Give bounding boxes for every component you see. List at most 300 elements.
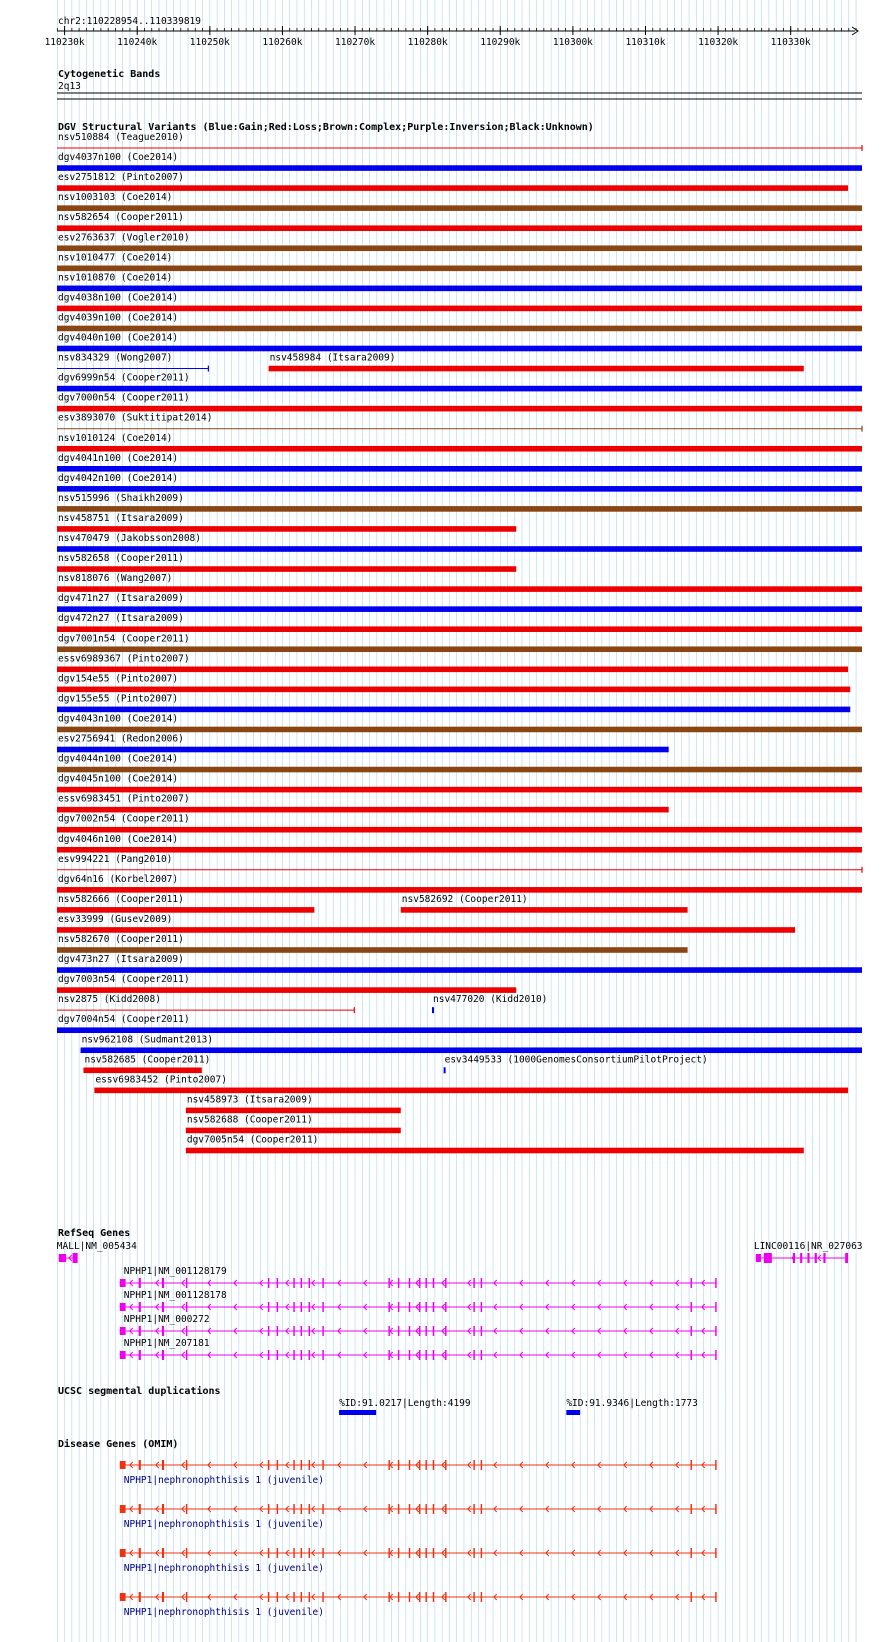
omim-gene-exon: [120, 1505, 126, 1513]
refseq-gene-exon: [293, 1350, 294, 1360]
refseq-gene-exon: [419, 1278, 420, 1288]
refseq-gene-exon: [309, 1326, 310, 1336]
refseq-gene-exon: [445, 1326, 446, 1336]
omim-gene-exon: [277, 1460, 278, 1470]
dgv-feature-label: nsv582670 (Cooper2011): [58, 934, 184, 945]
refseq-gene-exon: [309, 1302, 310, 1312]
omim-gene-exon: [433, 1592, 434, 1602]
dgv-feature-bar[interactable]: [57, 887, 862, 893]
dgv-feature-bar[interactable]: [57, 446, 862, 452]
refseq-gene-label[interactable]: NPHP1|NM_001128179: [123, 1266, 227, 1277]
dgv-features: [57, 132, 862, 1153]
omim-gene-exon: [186, 1460, 187, 1470]
dgv-feature-label: nsv458751 (Itsara2009): [58, 512, 184, 524]
omim-gene-exon: [268, 1592, 269, 1602]
omim-gene-exon: [277, 1548, 278, 1558]
dgv-feature-label: essv6989367 (Pinto2007): [58, 653, 190, 665]
segdup-label: %ID:91.9346|Length:1773: [566, 1398, 698, 1409]
omim-gene-exon: [120, 1461, 126, 1469]
dgv-feature-bar[interactable]: [57, 606, 862, 612]
refseq-gene-label[interactable]: NPHP1|NM_207181: [123, 1338, 210, 1349]
dgv-feature-bar[interactable]: [57, 687, 850, 693]
refseq-gene-exon: [388, 1278, 389, 1288]
refseq-gene-exon: [473, 1278, 474, 1288]
dgv-feature-label: esv2763637 (Vogler2010): [58, 232, 190, 244]
omim-gene-exon: [186, 1548, 187, 1558]
omim-gene-exon: [425, 1504, 426, 1514]
dgv-feature-label: nsv2875 (Kidd2008): [58, 994, 161, 1006]
refseq-gene-exon: [800, 1253, 802, 1263]
refseq-gene-exon: [481, 1278, 482, 1288]
dgv-feature-bar[interactable]: [57, 646, 862, 652]
dgv-feature-bar[interactable]: [57, 927, 795, 933]
ruler-tick-label: 110260k: [262, 37, 303, 48]
dgv-feature-label: nsv962108 (Sudmant2013): [81, 1034, 214, 1046]
omim-gene-exon: [301, 1548, 302, 1558]
refseq-gene-exon: [388, 1350, 389, 1360]
omim-track: [58, 1438, 717, 1618]
omim-gene-exon: [139, 1504, 141, 1514]
dgv-feature-label: dgv4044n100 (Coe2014): [58, 753, 179, 765]
segdup-bar[interactable]: [566, 1410, 580, 1415]
omim-gene-exon: [425, 1460, 426, 1470]
refseq-gene-exon: [481, 1350, 482, 1360]
omim-gene-exon: [473, 1592, 474, 1602]
dgv-feature-label: esv2751812 (Pinto2007): [58, 172, 184, 184]
dgv-feature-bar[interactable]: [57, 185, 848, 191]
refseq-gene-exon: [268, 1278, 269, 1288]
refseq-gene-exon: [691, 1302, 692, 1312]
ruler: [45, 16, 858, 48]
refseq-gene-exon: [419, 1302, 420, 1312]
ruler-tick-label: 110330k: [770, 37, 811, 48]
dgv-feature-label: dgv7002n54 (Cooper2011): [58, 813, 190, 825]
omim-gene-exon: [186, 1504, 187, 1514]
omim-gene-exon: [445, 1504, 446, 1514]
dgv-feature-bar[interactable]: [57, 807, 669, 813]
refseq-gene-exon: [715, 1326, 716, 1336]
omim-gene-exon: [419, 1592, 420, 1602]
omim-gene-exon: [293, 1592, 294, 1602]
refseq-gene-exon: [277, 1302, 278, 1312]
refseq-gene-exon: [425, 1350, 426, 1360]
dgv-feature-label: dgv4042n100 (Coe2014): [58, 472, 179, 484]
refseq-gene-exon: [473, 1302, 474, 1312]
refseq-gene-exon: [277, 1350, 278, 1360]
refseq-gene-exon: [162, 1302, 164, 1312]
omim-gene-exon: [409, 1592, 410, 1602]
refseq-gene-exon: [309, 1278, 310, 1288]
refseq-gene-exon: [409, 1278, 410, 1288]
dgv-feature-bar[interactable]: [57, 245, 862, 251]
segdup-label: %ID:91.0217|Length:4199: [339, 1398, 471, 1409]
dgv-feature-label: dgv4043n100 (Coe2014): [58, 713, 179, 725]
omim-gene-label[interactable]: NPHP1|nephronophthisis 1 (juvenile): [123, 1519, 324, 1530]
refseq-gene-exon: [409, 1350, 410, 1360]
omim-gene-exon: [388, 1460, 389, 1470]
omim-gene-exon: [425, 1548, 426, 1558]
dgv-feature-bar[interactable]: [81, 1047, 862, 1053]
omim-gene-exon: [398, 1460, 399, 1470]
refseq-gene-exon: [433, 1350, 434, 1360]
dgv-feature-bar[interactable]: [83, 1068, 201, 1074]
refseq-gene-exon: [425, 1326, 426, 1336]
dgv-feature-bar[interactable]: [57, 286, 862, 292]
refseq-gene-exon: [322, 1350, 323, 1360]
dgv-feature-label: nsv582685 (Cooper2011): [84, 1054, 211, 1066]
refseq-gene-exon: [277, 1326, 278, 1336]
ruler-tick-label: 110250k: [189, 37, 230, 48]
refseq-gene-exon: [425, 1302, 426, 1312]
omim-gene-exon: [388, 1548, 389, 1558]
dgv-feature-bar[interactable]: [57, 205, 862, 211]
refseq-gene-exon: [162, 1326, 164, 1336]
omim-gene-exon: [433, 1504, 434, 1514]
refseq-gene-exon: [419, 1350, 420, 1360]
dgv-feature-bar[interactable]: [57, 747, 669, 753]
omim-gene-exon: [481, 1548, 482, 1558]
omim-gene-exon: [293, 1548, 294, 1558]
omim-gene-exon: [277, 1504, 278, 1514]
dgv-feature-label: dgv64n16 (Korbel2007): [58, 873, 179, 885]
refseq-gene-exon: [419, 1326, 420, 1336]
refseq-gene-exon: [322, 1326, 323, 1336]
dgv-feature-label: dgv4039n100 (Coe2014): [58, 312, 179, 324]
segdup-features: [339, 1398, 698, 1415]
refseq-gene-exon: [388, 1326, 389, 1336]
dgv-feature-bar[interactable]: [57, 967, 862, 973]
omim-gene-exon: [120, 1549, 126, 1557]
omim-gene-exon: [162, 1592, 164, 1602]
ruler-tick-label: 110270k: [335, 37, 376, 48]
omim-gene-exon: [301, 1504, 302, 1514]
omim-gene-exon: [715, 1460, 716, 1470]
omim-gene-exon: [398, 1592, 399, 1602]
refseq-gene-label[interactable]: NPHP1|NM_000272: [123, 1314, 210, 1325]
omim-gene-exon: [322, 1548, 323, 1558]
cytoband-track-title: Cytogenetic Bands: [58, 69, 161, 80]
omim-gene-exon: [139, 1548, 141, 1558]
refseq-gene-exon: [277, 1278, 278, 1288]
refseq-gene-exon: [409, 1326, 410, 1336]
refseq-gene-exon: [139, 1278, 141, 1288]
omim-gene-exon: [473, 1504, 474, 1514]
dgv-feature-label: nsv1010124 (Coe2014): [58, 432, 173, 444]
dgv-feature-bar[interactable]: [57, 386, 862, 392]
omim-gene-exon: [268, 1460, 269, 1470]
omim-gene-exon: [388, 1504, 389, 1514]
omim-gene-exon: [409, 1504, 410, 1514]
dgv-feature-bar[interactable]: [57, 165, 862, 171]
dgv-feature-label: dgv4040n100 (Coe2014): [58, 332, 179, 344]
refseq-gene-exon: [445, 1278, 446, 1288]
dgv-feature-bar[interactable]: [57, 727, 862, 733]
refseq-gene-exon: [473, 1350, 474, 1360]
dgv-feature-bar[interactable]: [444, 1067, 446, 1073]
dgv-feature-bar[interactable]: [186, 1108, 401, 1114]
dgv-feature-label: dgv155e55 (Pinto2007): [58, 693, 179, 705]
refseq-gene-exon: [73, 1253, 78, 1263]
dgv-feature-label: nsv1003103 (Coe2014): [58, 192, 173, 204]
omim-gene-exon: [425, 1592, 426, 1602]
ruler-tick-label: 110300k: [552, 37, 593, 48]
omim-gene-exon: [139, 1592, 141, 1602]
ruler-tick-label: 110280k: [407, 37, 448, 48]
omim-gene-exon: [445, 1548, 446, 1558]
refseq-gene-exon: [301, 1326, 302, 1336]
omim-gene-exon: [473, 1460, 474, 1470]
dgv-feature-label: esv3893070 (Suktitipat2014): [58, 412, 213, 424]
dgv-feature-bar[interactable]: [57, 566, 516, 572]
omim-gene-exon: [691, 1460, 692, 1470]
omim-gene-exon: [481, 1504, 482, 1514]
dgv-feature-bar[interactable]: [57, 506, 862, 512]
cytoband-label: 2q13: [58, 81, 81, 92]
dgv-track-title: DGV Structural Variants (Blue:Gain;Red:Loss;Brown:Complex;Purple:Inversion;Black:Unknown): [58, 122, 594, 133]
dgv-feature-label: dgv471n27 (Itsara2009): [58, 593, 184, 605]
omim-gene-exon: [268, 1504, 269, 1514]
refseq-gene-exon: [388, 1302, 389, 1312]
dgv-feature-label: nsv470479 (Jakobsson2008): [58, 533, 201, 544]
dgv-feature-bar[interactable]: [57, 767, 862, 773]
omim-gene-label[interactable]: NPHP1|nephronophthisis 1 (juvenile): [123, 1475, 324, 1486]
omim-gene-exon: [388, 1592, 389, 1602]
refseq-gene-exon: [715, 1350, 716, 1360]
coordinate-readout: chr2:110228954..110339819: [58, 16, 201, 27]
omim-gene-exon: [309, 1592, 310, 1602]
segdup-track-title: UCSC segmental duplications: [58, 1386, 221, 1397]
dgv-feature-label: nsv582658 (Cooper2011): [58, 553, 184, 565]
dgv-feature-bar[interactable]: [57, 1027, 862, 1033]
refseq-gene-exon: [815, 1253, 817, 1263]
refseq-gene-exon: [293, 1278, 294, 1288]
segdup-bar[interactable]: [339, 1410, 376, 1415]
omim-gene-exon: [409, 1460, 410, 1470]
refseq-gene-exon: [764, 1253, 772, 1263]
dgv-feature-bar[interactable]: [57, 266, 862, 272]
omim-gene-exon: [398, 1504, 399, 1514]
refseq-gene-exon: [293, 1302, 294, 1312]
omim-gene-exon: [322, 1592, 323, 1602]
refseq-gene-exon: [398, 1326, 399, 1336]
dgv-feature-label: dgv4045n100 (Coe2014): [58, 773, 179, 785]
refseq-gene-label[interactable]: NPHP1|NM_001128178: [123, 1290, 227, 1301]
dgv-feature-label: nsv834329 (Wong2007): [58, 352, 173, 364]
refseq-gene-exon: [433, 1326, 434, 1336]
dgv-feature-label: esv33999 (Gusev2009): [58, 913, 173, 925]
dgv-feature-label: esv994221 (Pang2010): [58, 853, 173, 865]
dgv-feature-label: dgv7001n54 (Cooper2011): [58, 633, 190, 645]
dgv-feature-label: dgv4046n100 (Coe2014): [58, 833, 179, 845]
refseq-gene-exon: [301, 1278, 302, 1288]
dgv-feature-bar[interactable]: [57, 626, 862, 632]
ruler-tick-label: 110230k: [44, 37, 85, 48]
omim-gene-label[interactable]: NPHP1|nephronophthisis 1 (juvenile): [123, 1563, 324, 1574]
dgv-feature-label: nsv515996 (Shaikh2009): [58, 492, 184, 504]
refseq-gene-exon: [186, 1278, 187, 1288]
omim-gene-exon: [419, 1504, 420, 1514]
dgv-feature-bar[interactable]: [94, 1088, 848, 1094]
ruler-tick-label: 110290k: [480, 37, 521, 48]
refseq-gene-exon: [473, 1326, 474, 1336]
omim-gene-exon: [322, 1504, 323, 1514]
omim-gene-exon: [481, 1592, 482, 1602]
dgv-track: [57, 121, 862, 1153]
omim-gene-label[interactable]: NPHP1|nephronophthisis 1 (juvenile): [123, 1607, 324, 1618]
refseq-track: [57, 1228, 863, 1360]
dgv-feature-bar[interactable]: [432, 1007, 434, 1013]
ruler-tick-label: 110310k: [625, 37, 666, 48]
dgv-feature-bar[interactable]: [57, 346, 862, 352]
omim-gene-exon: [309, 1548, 310, 1558]
dgv-feature-bar[interactable]: [57, 787, 862, 793]
omim-gene-exon: [186, 1592, 187, 1602]
refseq-gene-exon: [139, 1350, 141, 1360]
dgv-feature-bar[interactable]: [57, 667, 848, 673]
omim-gene-exon: [715, 1592, 716, 1602]
dgv-feature-label: dgv7003n54 (Cooper2011): [58, 974, 190, 986]
omim-track-title: Disease Genes (OMIM): [58, 1439, 179, 1450]
dgv-feature-bar[interactable]: [57, 707, 850, 713]
refseq-gene-exon: [445, 1302, 446, 1312]
omim-gene-exon: [433, 1548, 434, 1558]
dgv-feature-label: essv6983451 (Pinto2007): [58, 793, 190, 805]
dgv-feature-bar[interactable]: [186, 1148, 804, 1154]
dgv-feature-label: essv6983452 (Pinto2007): [95, 1074, 227, 1086]
dgv-feature-bar[interactable]: [57, 827, 862, 833]
refseq-gene-exon: [268, 1302, 269, 1312]
omim-gene-exon: [691, 1504, 692, 1514]
omim-gene-exon: [419, 1548, 420, 1558]
dgv-feature-label: esv3449533 (1000GenomesConsortiumPilotProject): [444, 1054, 708, 1066]
omim-gene-exon: [162, 1504, 164, 1514]
omim-gene-exon: [301, 1592, 302, 1602]
dgv-feature-bar[interactable]: [57, 947, 688, 953]
dgv-feature-label: esv2756941 (Redon2006): [58, 733, 184, 745]
dgv-feature-label: nsv582666 (Cooper2011): [58, 893, 184, 905]
dgv-feature-label: nsv582692 (Cooper2011): [401, 893, 528, 905]
omim-gene-exon: [309, 1504, 310, 1514]
omim-gene-exon: [419, 1460, 420, 1470]
dgv-feature-bar[interactable]: [269, 366, 804, 372]
refseq-gene-exon: [398, 1350, 399, 1360]
refseq-gene-exon: [186, 1302, 187, 1312]
dgv-feature-label: dgv6999n54 (Cooper2011): [58, 372, 190, 384]
dgv-feature-label: nsv582688 (Cooper2011): [186, 1114, 313, 1126]
dgv-feature-bar[interactable]: [57, 847, 862, 853]
omim-gene-exon: [409, 1548, 410, 1558]
ruler-tick-label: 110320k: [698, 37, 739, 48]
omim-gene-exon: [445, 1460, 446, 1470]
refseq-gene-exon: [433, 1278, 434, 1288]
refseq-gene-exon: [398, 1302, 399, 1312]
omim-features: [120, 1460, 717, 1618]
refseq-gene-exon: [691, 1350, 692, 1360]
refseq-gene-exon: [481, 1326, 482, 1336]
omim-gene-exon: [715, 1504, 716, 1514]
refseq-gene-exon: [691, 1278, 692, 1288]
dgv-feature-bar[interactable]: [401, 907, 688, 913]
refseq-gene-exon: [691, 1326, 692, 1336]
dgv-feature-label: nsv477020 (Kidd2010): [433, 994, 548, 1006]
refseq-gene-exon: [139, 1302, 141, 1312]
dgv-feature-bar[interactable]: [57, 466, 862, 472]
refseq-gene-exon: [186, 1350, 187, 1360]
dgv-feature-label: dgv4037n100 (Coe2014): [58, 152, 179, 164]
refseq-gene-exon: [186, 1326, 187, 1336]
ruler-tick-label: 110240k: [117, 37, 158, 48]
omim-gene-exon: [301, 1460, 302, 1470]
omim-gene-exon: [691, 1592, 692, 1602]
dgv-feature-bar[interactable]: [57, 306, 862, 312]
omim-gene-exon: [398, 1548, 399, 1558]
refseq-gene-exon: [301, 1350, 302, 1360]
omim-gene-exon: [120, 1593, 126, 1601]
dgv-feature-label: dgv472n27 (Itsara2009): [58, 613, 184, 625]
dgv-feature-bar[interactable]: [186, 1128, 401, 1134]
refseq-gene-exon: [481, 1302, 482, 1312]
dgv-feature-bar[interactable]: [57, 225, 862, 231]
refseq-gene-label[interactable]: MALL|NM_005434: [56, 1241, 137, 1252]
refseq-gene-exon: [845, 1253, 848, 1263]
refseq-features: [57, 1241, 863, 1360]
refseq-gene-exon: [445, 1350, 446, 1360]
refseq-gene-exon: [715, 1302, 716, 1312]
dgv-feature-label: nsv582654 (Cooper2011): [58, 212, 184, 224]
refseq-gene-exon: [162, 1350, 164, 1360]
refseq-gene-exon: [301, 1302, 302, 1312]
dgv-feature-bar[interactable]: [57, 326, 862, 332]
dgv-feature-bar[interactable]: [57, 907, 314, 913]
dgv-feature-label: dgv7000n54 (Cooper2011): [58, 392, 190, 404]
omim-gene-exon: [268, 1548, 269, 1558]
dgv-feature-bar[interactable]: [57, 546, 862, 552]
omim-gene-exon: [139, 1460, 141, 1470]
cytoband-track: [57, 68, 862, 99]
refseq-track-title: RefSeq Genes: [58, 1228, 131, 1239]
dgv-feature-bar[interactable]: [57, 987, 516, 993]
omim-gene-exon: [162, 1460, 164, 1470]
omim-gene-exon: [322, 1460, 323, 1470]
dgv-feature-bar[interactable]: [57, 486, 862, 492]
refseq-gene-exon: [433, 1302, 434, 1312]
omim-gene-exon: [433, 1460, 434, 1470]
dgv-feature-label: dgv4041n100 (Coe2014): [58, 452, 179, 464]
omim-gene-exon: [277, 1592, 278, 1602]
omim-gene-exon: [691, 1548, 692, 1558]
refseq-gene-exon: [162, 1278, 164, 1288]
dgv-feature-bar[interactable]: [57, 406, 862, 412]
dgv-feature-label: nsv818076 (Wang2007): [58, 573, 173, 585]
dgv-feature-label: nsv1010477 (Coe2014): [58, 252, 173, 264]
refseq-gene-exon: [398, 1278, 399, 1288]
omim-gene-exon: [309, 1460, 310, 1470]
refseq-gene-exon: [322, 1302, 323, 1312]
dgv-feature-bar[interactable]: [57, 586, 862, 592]
omim-gene-exon: [162, 1548, 164, 1558]
dgv-feature-bar[interactable]: [57, 526, 516, 532]
dgv-feature-label: nsv458984 (Itsara2009): [269, 352, 396, 364]
refseq-gene-exon: [139, 1326, 141, 1336]
refseq-gene-exon: [715, 1278, 716, 1288]
refseq-gene-exon: [293, 1326, 294, 1336]
omim-gene-exon: [715, 1548, 716, 1558]
refseq-gene-label[interactable]: LINC00116|NR_027063: [753, 1241, 863, 1252]
omim-gene-exon: [445, 1592, 446, 1602]
omim-gene-exon: [481, 1460, 482, 1470]
dgv-feature-label: dgv7005n54 (Cooper2011): [186, 1134, 319, 1146]
omim-gene-exon: [293, 1460, 294, 1470]
